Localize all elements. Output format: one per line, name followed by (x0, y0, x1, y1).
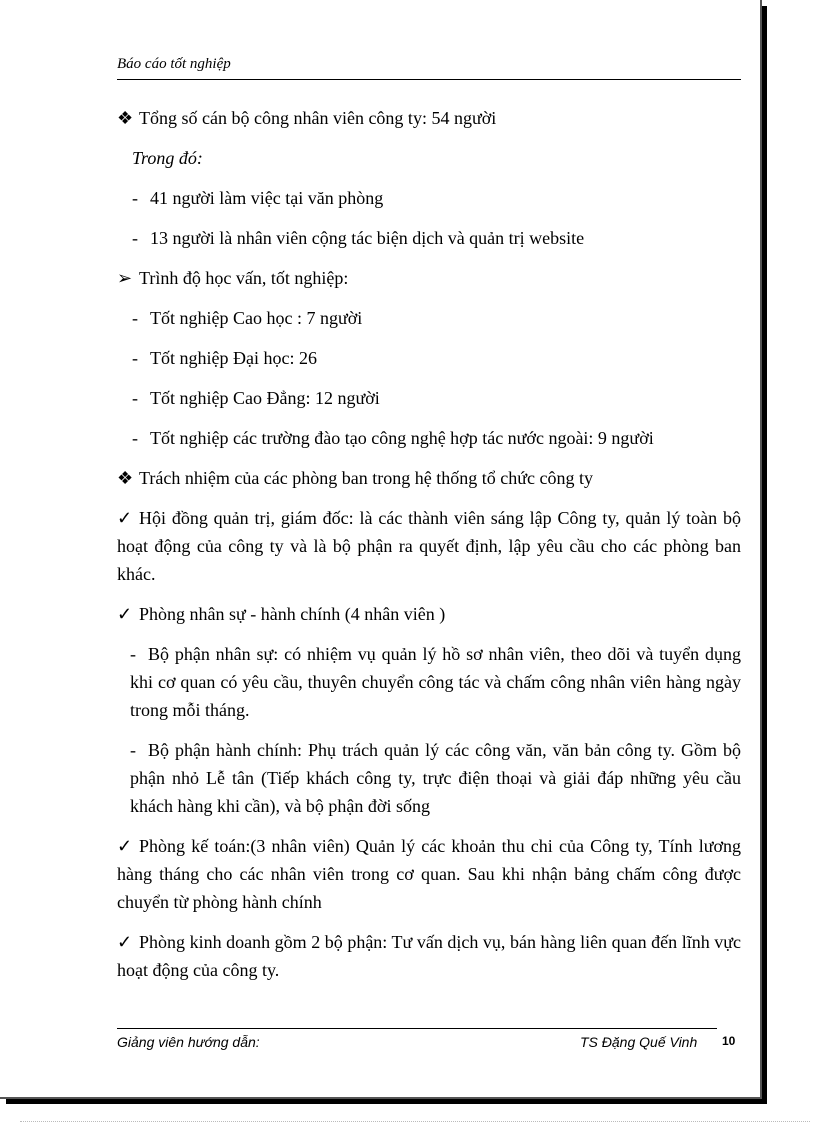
page-bottom-dotted-edge (20, 1121, 810, 1122)
total-staff-line (117, 104, 741, 132)
education-item (117, 384, 741, 412)
hr-dept-text: Bộ phận nhân sự: có nhiệm vụ quản lý hồ sơ nhân viên, theo dõi và tuyển dụng khi cơ quan có yêu cầu, thuyên chuyển công tác và chấm công nhân viên hàng ngày trong mỗi tháng. (130, 644, 741, 720)
education-item (117, 424, 741, 452)
responsibilities-heading (117, 464, 741, 492)
document-body (117, 104, 741, 996)
dash-bullet-icon: - (130, 644, 136, 664)
office-staff-item (117, 184, 741, 212)
collab-staff-item (117, 224, 741, 252)
dash-bullet-icon: - (132, 348, 138, 368)
checkmark-bullet-icon: ✓ (117, 836, 133, 856)
footer-divider (117, 1028, 717, 1029)
footer-supervisor-name: TS Đặng Quế Vinh (580, 1034, 698, 1050)
collab-staff-text: 13 người là nhân viên cộng tác biện dịch và quản trị website (150, 228, 585, 248)
sales-text: Phòng kinh doanh gồm 2 bộ phận: Tư vấn dịch vụ, bán hàng liên quan đến lĩnh vực hoạt động của công ty. (117, 932, 741, 980)
dash-bullet-icon: - (132, 228, 138, 248)
education-item-text: Tốt nghiệp các trường đào tạo công nghệ hợp tác nước ngoài: 9 người (150, 428, 654, 448)
dash-bullet-icon: - (132, 308, 138, 328)
education-item (117, 344, 741, 372)
diamond-bullet-icon: ❖ (117, 468, 134, 488)
education-item (117, 304, 741, 332)
dash-bullet-icon: - (130, 740, 136, 760)
board-paragraph (117, 504, 741, 588)
checkmark-bullet-icon: ✓ (117, 508, 133, 528)
page-header (117, 56, 741, 80)
page-number: 10 (722, 1034, 736, 1048)
accounting-text: Phòng kế toán:(3 nhân viên) Quản lý các khoản thu chi của Công ty, Tính lương hàng tháng cho các nhân viên trong cơ quan. Sau khi nhận bảng chấm công được chuyển từ phòng hành chính (117, 836, 741, 912)
dash-bullet-icon: - (132, 188, 138, 208)
page-shadow-right (762, 6, 767, 1101)
admin-dept-paragraph (117, 736, 741, 820)
page-shadow-bottom (6, 1099, 767, 1104)
responsibilities-heading-text: Trách nhiệm của các phòng ban trong hệ thống tổ chức công ty (139, 468, 593, 488)
diamond-bullet-icon: ❖ (117, 108, 134, 128)
education-item-text: Tốt nghiệp Đại học: 26 (150, 348, 317, 368)
education-item-text: Tốt nghiệp Cao học : 7 người (150, 308, 363, 328)
sales-paragraph (117, 928, 741, 984)
education-heading-text: Trình độ học vấn, tốt nghiệp: (139, 268, 349, 288)
education-heading (117, 264, 741, 292)
in-which-label: Trong đó: (132, 148, 203, 168)
education-item-text: Tốt nghiệp Cao Đẳng: 12 người (150, 388, 380, 408)
hr-dept-paragraph (117, 640, 741, 724)
checkmark-bullet-icon: ✓ (117, 604, 133, 624)
total-staff-text: Tổng số cán bộ công nhân viên công ty: 54 người (139, 108, 497, 128)
admin-dept-text: Bộ phận hành chính: Phụ trách quản lý các công văn, văn bản công ty. Gồm bộ phận nhỏ Lễ tân (Tiếp khách công ty, trực điện thoại và giải đáp những yêu cầu khách hàng khi cần), và bộ phận đời sống (130, 740, 741, 816)
hr-admin-heading (117, 600, 741, 628)
dash-bullet-icon: - (132, 428, 138, 448)
arrowhead-bullet-icon: ➢ (117, 268, 133, 288)
hr-admin-text: Phòng nhân sự - hành chính (4 nhân viên ) (139, 604, 446, 624)
checkmark-bullet-icon: ✓ (117, 932, 133, 952)
header-title: Báo cáo tốt nghiệp (117, 56, 231, 72)
board-text: Hội đồng quản trị, giám đốc: là các thành viên sáng lập Công ty, quản lý toàn bộ hoạt động của công ty và là bộ phận ra quyết định, lập yêu cầu cho các phòng ban khác. (117, 508, 741, 584)
accounting-paragraph (117, 832, 741, 916)
footer-supervisor-label: Giảng viên hướng dẫn: (117, 1034, 260, 1050)
dash-bullet-icon: - (132, 388, 138, 408)
office-staff-text: 41 người làm việc tại văn phòng (150, 188, 384, 208)
